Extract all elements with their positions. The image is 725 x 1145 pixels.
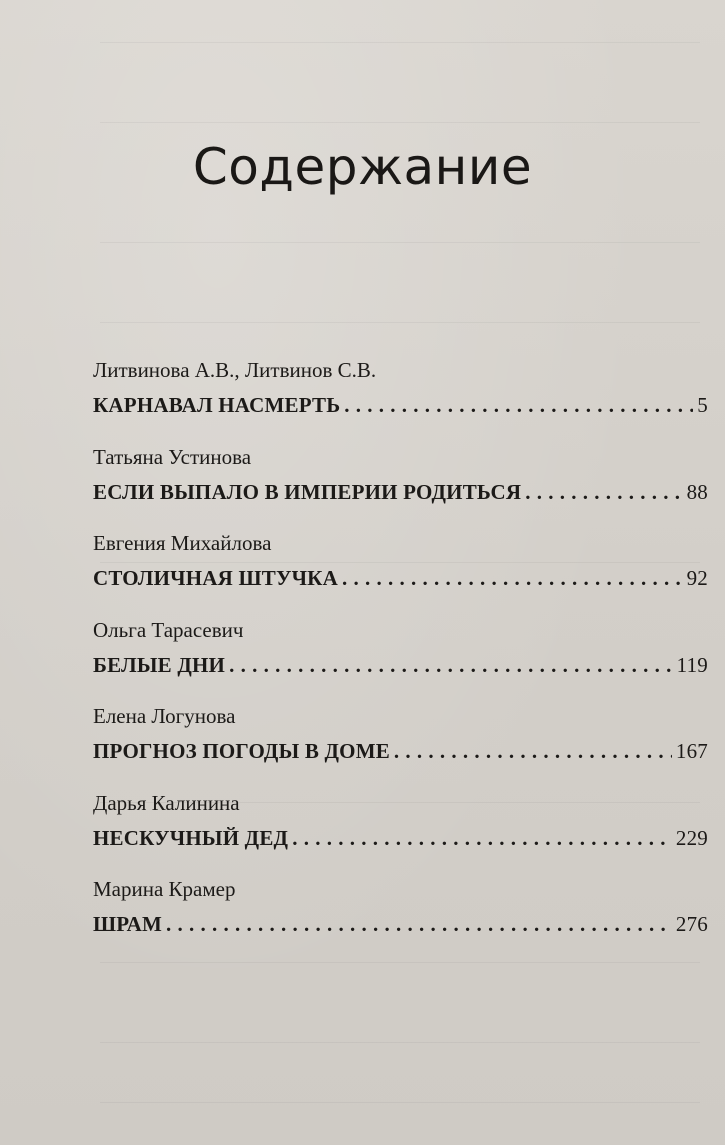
toc-page-number: 167 [675, 739, 708, 763]
toc-author: Дарья Калинина [93, 790, 240, 815]
toc-author: Елена Логунова [93, 704, 236, 728]
page-title: Содержание [192, 138, 533, 196]
toc-author: Татьяна Устинова [93, 444, 252, 469]
toc-title: НЕСКУЧНЫЙ ДЕД [93, 825, 289, 850]
toc-entry [93, 444, 708, 531]
toc-entry [93, 703, 708, 790]
toc-author: Евгения Михайлова [93, 531, 272, 555]
toc-line[interactable] [93, 910, 708, 938]
toc-title: ШРАМ [93, 912, 162, 936]
toc-page-number: 229 [675, 825, 708, 850]
toc-entry [93, 876, 708, 963]
dot-leader [525, 478, 682, 506]
show-through-line [100, 962, 700, 977]
toc-line[interactable] [93, 651, 708, 679]
toc-line[interactable] [93, 391, 708, 419]
toc-title: ЕСЛИ ВЫПАЛО В ИМПЕРИИ РОДИТЬСЯ [93, 479, 522, 504]
toc-title: ПРОГНОЗ ПОГОДЫ В ДОМЕ [93, 739, 390, 763]
toc-line[interactable] [93, 564, 708, 592]
dot-leader [166, 910, 672, 938]
toc-author: Ольга Тарасевич [93, 617, 244, 642]
toc-author: Литвинова А.В., Литвинов С.В. [93, 358, 377, 382]
dot-leader [394, 737, 672, 765]
show-through-line [100, 322, 700, 337]
toc-title: БЕЛЫЕ ДНИ [93, 652, 226, 677]
toc-title: СТОЛИЧНАЯ ШТУЧКА [93, 566, 338, 590]
toc-line[interactable] [93, 478, 708, 506]
show-through-line [100, 122, 700, 137]
toc-line[interactable] [93, 824, 708, 852]
toc-author: Марина Крамер [93, 877, 236, 901]
toc-page-number: 92 [686, 566, 708, 590]
toc-title: КАРНАВАЛ НАСМЕРТЬ [93, 393, 341, 417]
toc-page-number: 119 [676, 652, 708, 677]
show-through-line [100, 242, 700, 257]
toc-page-number: 88 [686, 479, 708, 504]
table-of-contents [93, 357, 708, 963]
toc-page-number: 276 [675, 912, 708, 936]
dot-leader [342, 564, 683, 592]
dot-leader [229, 651, 673, 679]
dot-leader [292, 824, 672, 852]
dot-leader [344, 391, 693, 419]
toc-page-number: 5 [697, 393, 708, 417]
show-through-line [100, 1042, 700, 1057]
toc-entry [93, 530, 708, 617]
toc-entry [93, 357, 708, 444]
toc-line[interactable] [93, 737, 708, 765]
toc-entry [93, 617, 708, 704]
show-through-line [100, 42, 700, 57]
toc-entry [93, 790, 708, 877]
show-through-line [100, 1102, 700, 1117]
